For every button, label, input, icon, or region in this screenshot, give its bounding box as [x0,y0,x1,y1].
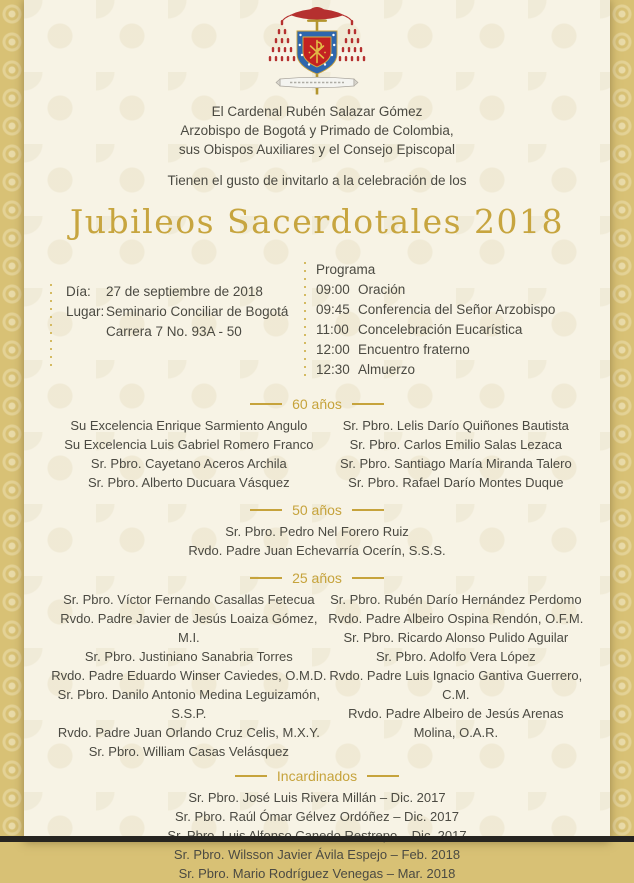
list-item: Rvdo. Padre Albeiro de Jesús Arenas Molina, O.A.R. [348,706,564,740]
list-item: Sr. Pbro. Lelis Darío Quiñones Bautista [342,418,569,433]
heading-rule [235,775,267,777]
list-item: Su Excelencia Enrique Sarmiento Angulo [70,418,308,433]
coat-of-arms [24,2,610,96]
heading-rule [250,403,282,405]
sender-line-1: El Cardenal Rubén Salazar Gómez [211,104,423,119]
sender-line-3: sus Obispos Auxiliares y el Consejo Episcopal [178,142,456,157]
programa [306,260,555,380]
list-item: Sr. Pbro. Rafael Darío Montes Duque [348,475,564,490]
section-50-names [24,520,610,560]
heading-rule [250,509,282,511]
list-item: Sr. Pbro. Rubén Darío Hernández Perdomo [330,592,582,607]
list-item: Rvdo. Padre Juan Echevarría Ocerín, S.S.S. [188,543,446,558]
list-item: Sr. Pbro. Víctor Fernando Casallas Fetecua [63,592,315,607]
bottom-edge-strip [0,836,634,842]
programa-title: Programa [316,262,376,277]
header-block [24,102,610,190]
programa-item: 11:00 Concelebración Eucarística [316,322,523,337]
list-item: Sr. Pbro. Mario Rodríguez Venegas – Mar. 2018 [178,866,456,881]
list-item: Sr. Pbro. José Luis Rivera Millán – Dic. 2017 [188,790,446,805]
day-label: Día: [66,284,91,299]
section-25-names [24,588,610,761]
heading-rule [352,577,384,579]
list-item: Sr. Pbro. Carlos Emilio Salas Lezaca [349,437,563,452]
place-label: Lugar: [66,304,105,319]
list-item: Sr. Pbro. Pedro Nel Forero Ruiz [225,524,409,539]
heading-rule [352,403,384,405]
heading-rule [250,577,282,579]
tassels-left-icon [269,20,295,61]
right-damask-border [610,0,634,842]
section-heading-60-anos: 60 años [24,394,610,414]
programa-item: 12:30 Almuerzo [316,362,416,377]
list-item: Sr. Pbro. Cayetano Aceros Archila [90,456,287,471]
event-details [52,282,304,342]
sender-line-2: Arzobispo de Bogotá y Primado de Colombia, [180,123,454,138]
motto-scroll-icon [276,77,358,88]
section-heading-50-anos: 50 años [24,500,610,520]
programa-item: 09:45 Conferencia del Señor Arzobispo [316,302,556,317]
section-heading-incardinados: Incardinados [24,766,610,786]
cardinal-coat-of-arms-icon [251,2,383,96]
invitation-line: Tienen el gusto de invitarlo a la celebración de los [167,173,467,188]
page-title: Jubileos Sacerdotales 2018 [69,202,565,241]
section-60-names [24,414,610,492]
heading-rule [367,775,399,777]
event-info-row [24,260,610,380]
list-item: Rvdo. Padre Luis Ignacio Gantiva Guerrero, C.M. [329,668,583,702]
list-item: Sr. Pbro. Danilo Antonio Medina Leguizamón, S.S.P. [57,687,320,721]
section-heading-25-anos: 25 años [24,568,610,588]
day-value: 27 de septiembre de 2018 [106,284,263,299]
place-address: Carrera 7 No. 93A - 50 [106,324,242,339]
heading-rule [352,509,384,511]
list-item: Rvdo. Padre Albeiro Ospina Rendón, O.F.M. [328,611,584,626]
place-value: Seminario Conciliar de Bogotá [106,304,289,319]
list-item: Sr. Pbro. Alberto Ducuara Vásquez [88,475,290,490]
list-item: Sr. Pbro. William Casas Velásquez [88,744,289,759]
list-item: Sr. Pbro. Ricardo Alonso Pulido Aguilar [343,630,569,645]
list-item: Rvdo. Padre Javier de Jesús Loaiza Gómez, M.I. [60,611,318,645]
list-item: Rvdo. Padre Eduardo Winser Caviedes, O.M.D. [51,668,327,683]
list-item: Sr. Pbro. Santiago María Miranda Talero [339,456,572,471]
invitation-panel [24,0,610,881]
section-incardinados-names [24,786,610,883]
list-item: Su Excelencia Luis Gabriel Romero Franco [64,437,314,452]
tassels-right-icon [339,20,365,61]
left-damask-border [0,0,24,842]
programa-item: 09:00 Oración [316,282,406,297]
list-item: Rvdo. Padre Juan Orlando Cruz Celis, M.X.Y. [57,725,320,740]
list-item: Sr. Pbro. Wilsson Javier Ávila Espejo – Feb. 2018 [173,847,461,862]
list-item: Sr. Pbro. Adolfo Vera López [375,649,536,664]
list-item: Sr. Pbro. Raúl Ómar Gélvez Ordóñez – Dic. 2017 [175,809,459,824]
galero-hat-icon [290,7,344,20]
programa-item: 12:00 Encuentro fraterno [316,342,470,357]
list-item: Sr. Pbro. Justiniano Sanabria Torres [84,649,293,664]
